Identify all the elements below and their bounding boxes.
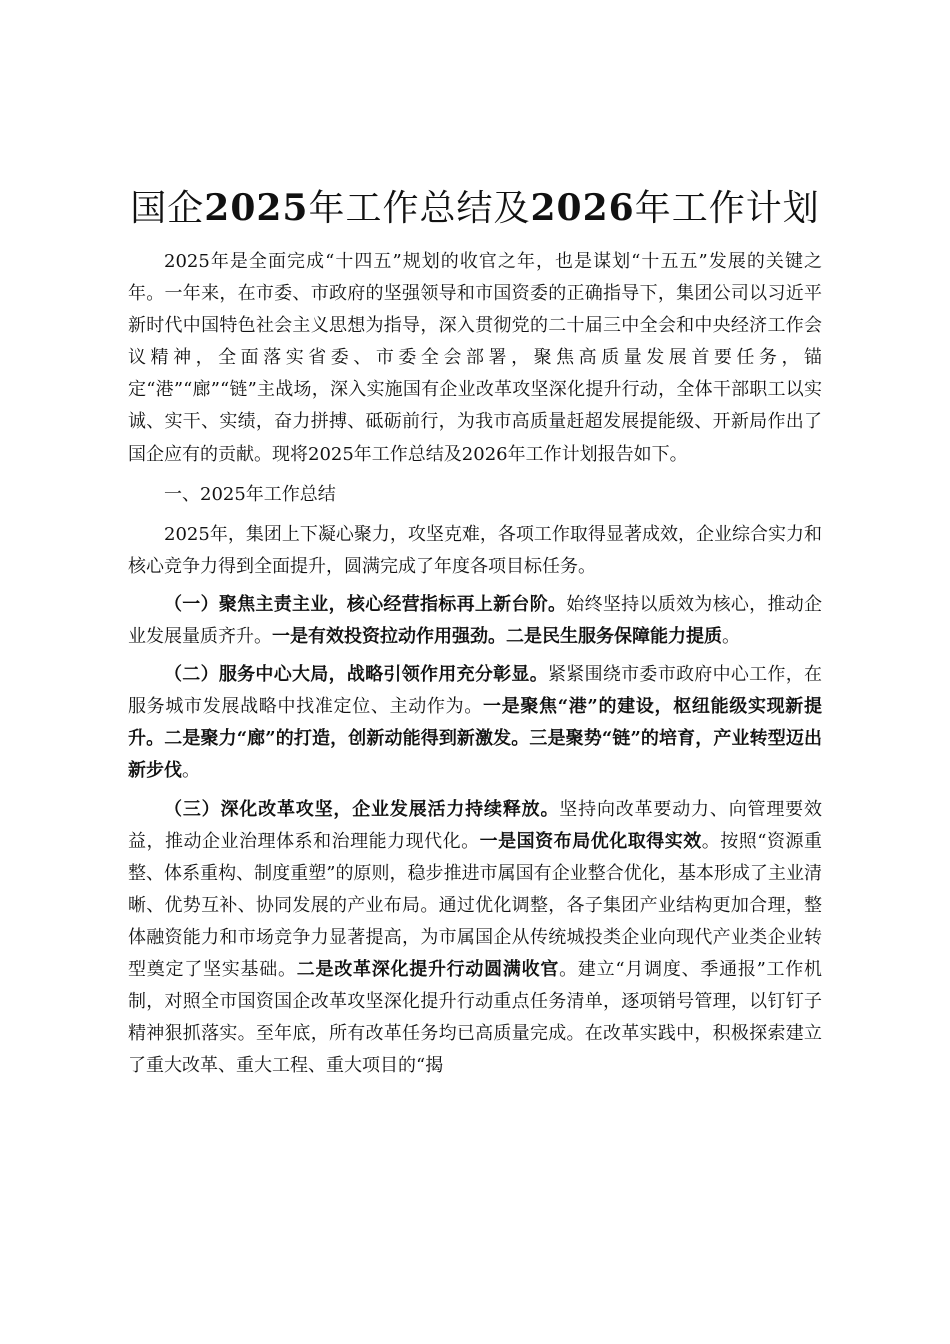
title-year-2025: 2025 (204, 187, 309, 229)
item-text: 。建立“月调度、季通报”工作机制，对照全市国资国企改革攻坚深化提升行动重点任务清单，逐项销号管理，以钉钉子精神狠抓落实。至年底，所有改革任务均已高质量完成。在改革实践中，积极探索建立了重大改革、重大工程、重大项目的“揭 (128, 958, 823, 1077)
document-body (128, 246, 822, 1082)
title-text: 年工作计划 (634, 188, 820, 229)
item-text: 坚持向改革要动力、向管理要效益，推动企业治理体系和治理能力现代化。 (128, 798, 823, 852)
section-intro-paragraph: 2025年，集团上下凝心聚力，攻坚克难，各项工作取得显著成效，企业综合实力和核心竞争力得到全面提升，圆满完成了年度各项目标任务。 (128, 523, 822, 577)
title-text: 年工作总结及 (308, 188, 531, 229)
item-heading: （一）聚焦主责主业，核心经营指标再上新台阶。 (164, 593, 567, 615)
item-paragraph-1 (128, 589, 822, 653)
section-heading-text: 一、2025年工作总结 (164, 483, 336, 505)
intro-paragraph: 2025年是全面完成“十四五”规划的收官之年，也是谋划“十五五”发展的关键之年。一年来，在市委、市政府的坚强领导和市国资委的正确指导下，集团公司以习近平新时代中国特色社会主义思想为指导，深入贯彻党的二十届三中全会和中央经济工作会议精神，全面落实省委、市委全会部署，聚焦高质量发展首要任务，锚定“港”“廊”“链”主战场，深入实施国有企业改革攻坚深化提升行动，全体干部职工以实诚、实干、实绩，奋力拼搏、砥砺前行，为我市高质量赶超发展提能级、开新局作出了国企应有的贡献。现将2025年工作总结及2026年工作计划报告如下。 (128, 251, 822, 465)
title-year-2026: 2026 (530, 187, 635, 229)
item-text: 。按照“资源重整、体系重构、制度重塑”的原则，稳步推进市属国有企业整合优化，基本形成了主业清晰、优势互补、协同发展的产业布局。通过优化调整，各子集团产业结构更加合理，整体融资能力和市场竞争力显著提高，为市属国企从传统城投类企业向现代产业类企业转型奠定了坚实基础。 (128, 830, 823, 980)
item-text: 紧紧围绕市委市政府中心工作，在服务城市发展战略中找准定位、主动作为。 (128, 664, 822, 718)
item-text: 。 (722, 626, 740, 648)
item-text: 。 (182, 760, 200, 782)
item-text: 始终坚持以质效为核心，推动企业发展量质齐升。 (128, 593, 823, 648)
item-bold-text: 二是改革深化提升行动圆满收官 (296, 958, 560, 980)
item-heading: （二）服务中心大局，战略引领作用充分彰显。 (164, 664, 548, 686)
document-title (0, 182, 950, 235)
item-bold-text: 一是国资布局优化取得实效 (479, 830, 702, 852)
item-paragraph-3 (128, 794, 822, 1083)
item-bold-text: 一是聚焦“港”的建设，枢纽能级实现新提升。二是聚力“廊”的打造，创新动能得到新激发。三是聚势“链”的培育，产业转型迈出新步伐 (128, 696, 822, 782)
item-bold-text: 一是有效投资拉动作用强劲。二是民生服务保障能力提质 (272, 626, 722, 648)
title-text: 国企 (130, 188, 205, 229)
item-paragraph-2 (128, 659, 822, 787)
item-heading: （三）深化改革攻坚，企业发展活力持续释放。 (164, 798, 560, 820)
section-heading (128, 479, 822, 511)
